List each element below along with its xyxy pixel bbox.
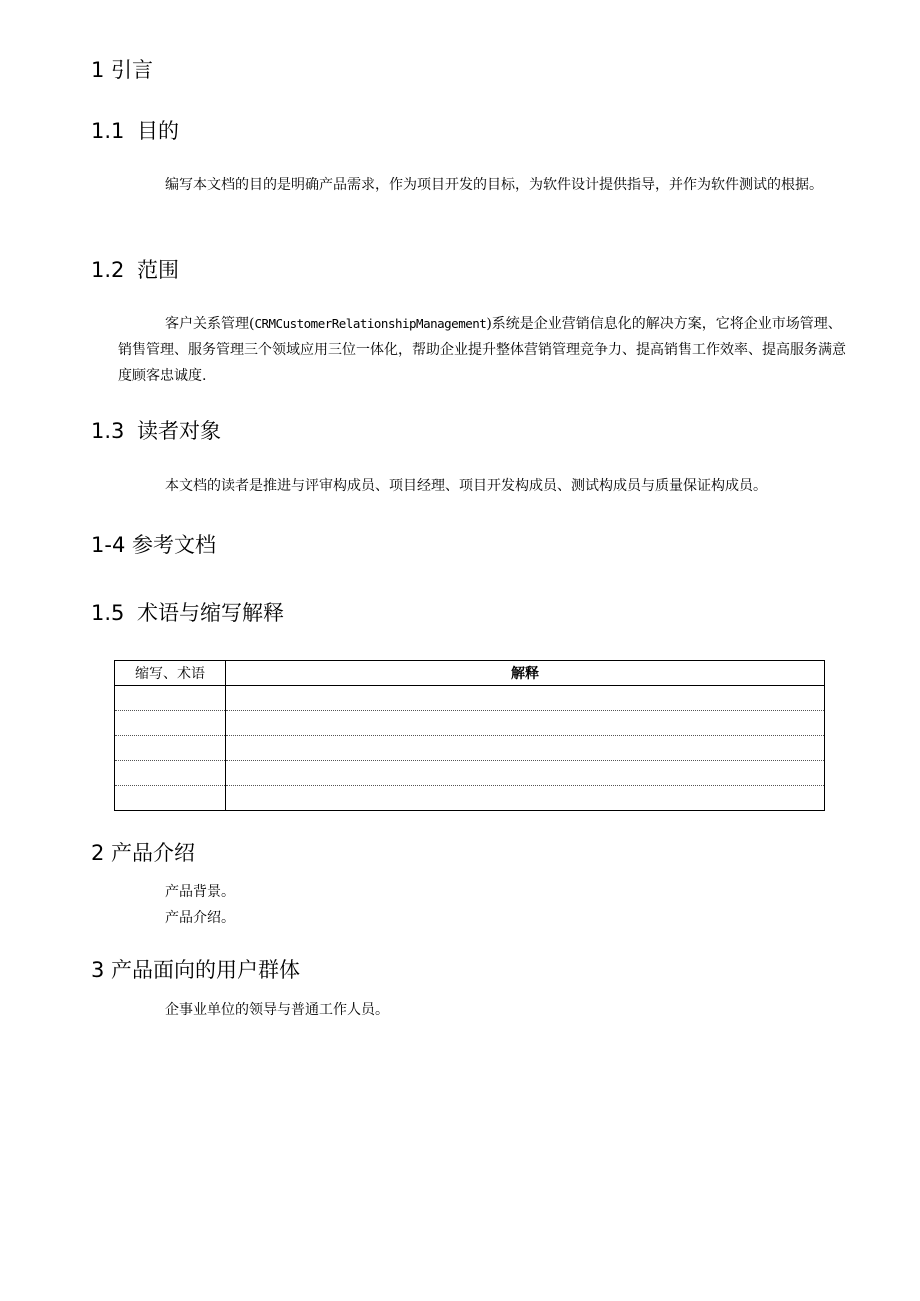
table-header-row (115, 661, 825, 686)
product-intro-line: 产品介绍。 (165, 910, 235, 926)
heading-1-1-purpose (91, 118, 179, 144)
table-cell (115, 761, 226, 786)
scope-text-pre: 客户关系管理( (165, 316, 255, 332)
header-explanation: 解释 (226, 661, 825, 686)
table-cell (226, 711, 825, 736)
table-row (115, 711, 825, 736)
heading-3-user-groups: 3 产品面向的用户群体 (91, 958, 301, 982)
heading-number: 1.2 (91, 258, 125, 282)
heading-1-2-scope (91, 257, 179, 283)
terms-table (114, 660, 825, 811)
heading-1-3-readers (91, 418, 221, 444)
scope-text-code: CRMCustomerRelationshipManagement (254, 316, 487, 331)
heading-number: 1.5 (91, 601, 125, 625)
table-row (115, 761, 825, 786)
table-cell (226, 786, 825, 811)
table-row (115, 686, 825, 711)
header-abbreviation: 缩写、术语 (115, 661, 226, 686)
product-background-line: 产品背景。 (165, 884, 235, 900)
heading-1-intro: 1 引言 (91, 58, 154, 82)
heading-text: 范围 (137, 258, 179, 282)
table-cell (115, 736, 226, 761)
scope-paragraph (118, 311, 848, 389)
table-cell (115, 686, 226, 711)
purpose-paragraph: 编写本文档的目的是明确产品需求，作为项目开发的目标，为软件设计提供指导，并作为软件测试的根据。 (165, 177, 823, 193)
heading-text: 术语与缩写解释 (137, 601, 284, 625)
table-row (115, 736, 825, 761)
heading-text: 读者对象 (137, 419, 221, 443)
heading-number: 1.3 (91, 419, 125, 443)
table-row (115, 786, 825, 811)
table-cell (226, 761, 825, 786)
heading-1-5-terms (91, 600, 284, 626)
scope-text-post: )系统是企业营销信息化的解决方案，它将企业市场管理、销售管理、服务管理三个领域应用三位一体化，帮助企业提升整体营销管理竞争力、提高销售工作效率、提高服务满意度顾客忠诚度. (118, 316, 846, 384)
table-cell (115, 786, 226, 811)
user-groups-line: 企事业单位的领导与普通工作人员。 (165, 1002, 389, 1018)
heading-number: 1.1 (91, 119, 125, 143)
heading-text: 目的 (137, 119, 179, 143)
heading-2-product: 2 产品介绍 (91, 841, 196, 865)
table-cell (226, 686, 825, 711)
readers-paragraph: 本文档的读者是推进与评审构成员、项目经理、项目开发构成员、测试构成员与质量保证构成员。 (165, 478, 767, 494)
table-cell (226, 736, 825, 761)
heading-1-4-references: 1-4 参考文档 (91, 533, 216, 557)
table-cell (115, 711, 226, 736)
